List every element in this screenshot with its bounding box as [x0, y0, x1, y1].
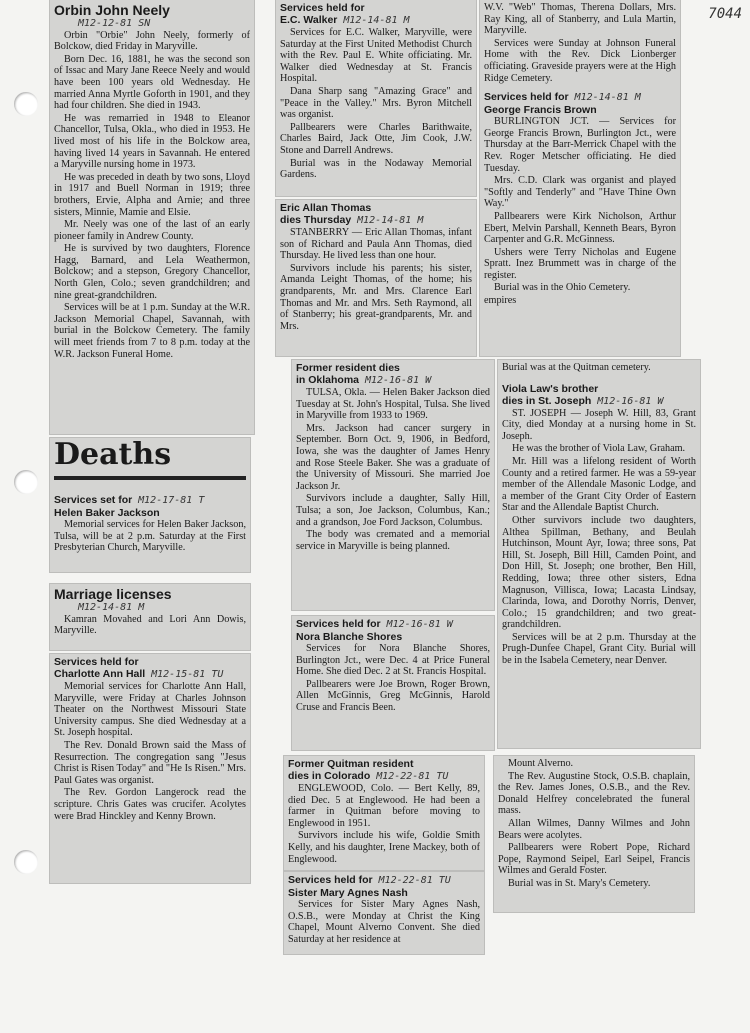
clipping-body	[54, 614, 246, 637]
paragraph: Services will be at 2 p.m. Thursday at the Prugh-Dunfee Chapel, Grant City. Burial will be in the Isabela Cemetery, near Denver.	[502, 631, 696, 667]
paragraph: Memorial services for Charlotte Ann Hall, Maryville, were Friday at Charles Johnson Theater on the Northwest Missouri State University campus. She died Wednesday at a St. Joseph hospital.	[54, 681, 246, 739]
paragraph: Orbin "Orbie" John Neely, formerly of Bolckow, died Friday in Maryville.	[54, 29, 250, 53]
paragraph: Pallbearers were Kirk Nicholson, Arthur Ebert, Melvin Parshall, Kenneth Bears, Byron Carpenter and G.R. McGinness.	[484, 210, 676, 246]
clipping-body	[288, 899, 480, 945]
clipping-title	[54, 2, 250, 18]
headline-line: in Oklahoma	[296, 374, 360, 386]
paragraph: Pallbearers were Charles Barithwaite, Charles Baird, Jack Otte, Jim Cook, J.W. Stone and Darrell Andrews.	[280, 121, 472, 156]
paragraph: ENGLEWOOD, Colo. — Bert Kelly, 89, died Dec. 5 at Englewood. He had been a farmer in Quitman before moving to Englewood in 1951.	[288, 783, 480, 829]
paragraph: He is survived by two daughters, Florence Hagg, Barnard, and Lela Weathermon, Bolckow; and a stepson, Gregory Chancellor, North Glen, Colo.; seven grandchildren; and nine great-grandchildren.	[54, 243, 250, 301]
headline-line: George Francis Brown	[484, 104, 597, 117]
clipping-body	[54, 681, 246, 822]
handwritten-date: M12-14-81 M	[78, 602, 145, 613]
binder-hole	[14, 92, 38, 116]
clipping-thomas	[276, 200, 476, 356]
clipping-body	[280, 227, 472, 332]
headline-line: Services held for	[54, 656, 139, 668]
clipping-body	[54, 30, 250, 361]
headline-line: E.C. Walker	[280, 14, 338, 26]
clipping-headline	[296, 618, 490, 643]
handwritten-date: M12-22-81 TU	[378, 875, 451, 886]
paragraph: ST. JOSEPH — Joseph W. Hill, 83, Grant City, died Monday at a nursing home in St. Joseph.	[502, 407, 696, 442]
handwritten-date: M12-14-81 M	[357, 215, 424, 226]
clipping-body	[502, 408, 696, 667]
paragraph: Mrs. Jackson had cancer surgery in September. Born Oct. 9, 1906, in Bedford, Iowa, she was the daughter of James Henry and Rose Steele Baker. She was a graduate of the University of Missouri. She married Joe Jackson Jr.	[296, 422, 490, 492]
headline-line: dies in Colorado	[288, 770, 371, 782]
clipping-shores	[292, 616, 494, 750]
paragraph: The body was cremated and a memorial service in Maryville is being planned.	[296, 529, 490, 552]
handwritten-date: M12-16-81 W	[364, 375, 432, 386]
section-title: Marriage licenses	[54, 586, 172, 602]
paragraph: Pallbearers were Joe Brown, Roger Brown, Allen McGinnis, Greg McGinnis, Harold Cruse and Francis Been.	[296, 678, 490, 713]
clipping-brown	[480, 0, 680, 356]
clipping-headline	[54, 656, 246, 681]
page-number: 7044	[708, 6, 742, 22]
paragraph: Services will be at 1 p.m. Sunday at the W.R. Jackson Memorial Chapel, Savannah, with burial in the Bolckow Cemetery. The family will meet friends from 7 to 8 p.m. today at the W.R. Jackson Funeral Home.	[54, 302, 250, 360]
paragraph: Other survivors include two daughters, Althea Spillman, Bethany, and Beulah Hutchinson, Mount Ayr, Iowa; three sons, Pat Hill, St. Joseph, Bill Hill, Camden Point, and Don Hill, St. Joseph; one brother, Ben Hill, Redding, Iowa; three other sisters, Edna Magnuson, Villisca, Iowa; Lacasta Lindsay, Clarinda, Iowa, and Dorothy Norris, Denver, Colo.; 15 grandchildren; and two great-grandchildren.	[502, 514, 696, 631]
continued-text: W.V. "Web" Thomas, Therena Dollars, Mrs. Ray King, all of Stanberry, and Lula Martin, Maryville.	[484, 2, 676, 37]
paragraph: Survivors include a daughter, Sally Hill, Tulsa; a son, Joe Jackson, Columbus, Kan.; and a grandson, Joe Ford Jackson, Columbus.	[296, 493, 490, 528]
handwritten-date: M12-16-81 W	[386, 619, 453, 630]
clipping-body	[54, 519, 246, 554]
handwritten-date: M12-17-81 T	[138, 495, 205, 506]
clipping-headline	[288, 874, 480, 899]
headline-line: Services set for	[54, 494, 133, 506]
headline-line: Charlotte Ann Hall	[54, 668, 146, 680]
paragraph: He was the brother of Viola Law, Graham.	[512, 443, 686, 455]
clipping-body	[484, 38, 676, 84]
handwritten-date: M12-15-81 TU	[151, 669, 224, 680]
clipping-hill	[498, 360, 700, 748]
divider	[54, 476, 246, 480]
paragraph: Services were Sunday at Johnson Funeral Home with the Rev. Dick Lionberger officiating. Graveside prayers were at the High Ridge Cemetery.	[484, 37, 676, 84]
clipping-hall	[50, 654, 250, 883]
continued-text: empires	[484, 295, 517, 307]
paragraph: Mrs. C.D. Clark was organist and played "Softly and Tenderly" and "Have Thine Own Way."	[484, 175, 676, 210]
binder-hole	[14, 470, 38, 494]
paragraph: STANBERRY — Eric Allan Thomas, infant son of Richard and Paula Ann Thomas, died Thursday. He lived less than one hour.	[280, 227, 472, 262]
paragraph: Pallbearers were Robert Pope, Richard Pope, Raymond Seipel, Earl Seipel, Francis Wilmes and Gerald Foster.	[498, 842, 690, 877]
paragraph: Services for Nora Blanche Shores, Burlington Jct., were Dec. 4 at Price Funeral Home. She died Dec. 2 at St. Francis Hospital.	[296, 643, 490, 678]
headline-line: Former Quitman resident	[288, 758, 414, 770]
clipping-body	[484, 116, 676, 294]
clipping-headline	[502, 383, 696, 408]
paragraph: Burial was in St. Mary's Cemetery.	[508, 877, 651, 889]
headline-line: Services held for	[484, 91, 569, 104]
clipping-headline	[280, 2, 472, 27]
paragraph: Kamran Movahed and Lori Ann Dowis, Maryville.	[54, 613, 246, 637]
headline-line: Services held for	[280, 2, 365, 14]
clipping-body	[296, 387, 490, 552]
headline: Orbin John Neely	[54, 2, 170, 18]
handwritten-date: M12-12-81 SN	[78, 18, 151, 29]
paragraph: Burial was in the Nodaway Memorial Gardens.	[280, 157, 472, 181]
paragraph: Services for Sister Mary Agnes Nash, O.S.B., were Monday at Christ the King Chapel, Mount Alverno Convent. She died Saturday at her residence at	[288, 899, 480, 945]
paragraph: Memorial services for Helen Baker Jackson, Tulsa, will be at 2 p.m. Saturday at the First Presbyterian Church, Maryville.	[54, 519, 246, 554]
paragraph: He was preceded in death by two sons, Lloyd in 1917 and Buell Norman in 1919; three brothers, Ervie, Alpha and Arnie; and three sisters, Minnie, Mamie and Elsie.	[54, 171, 250, 218]
clipping-marriage	[50, 584, 250, 650]
clipping-headline	[296, 362, 490, 387]
clipping-body	[288, 783, 480, 865]
clipping-headline	[280, 202, 472, 227]
clipping-neely	[50, 0, 254, 434]
paragraph: The Rev. Augustine Stock, O.S.B. chaplain, the Rev. James Jones, O.S.B., and the Rev. Donald Helfrey concelebrated the funeral mass.	[498, 770, 690, 817]
headline-line: Services held for	[288, 874, 373, 886]
clipping-headline	[54, 494, 246, 519]
paragraph: Dana Sharp sang "Amazing Grace" and "Peace in the Valley." Mrs. Byron Mitchell was organist.	[280, 85, 472, 121]
clipping-body	[280, 27, 472, 181]
paragraph: The Rev. Donald Brown said the Mass of Resurrection. The congregation sang "Jesus Christ is Risen Today" and "He Is Risen." Mrs. Paul Gates was organist.	[54, 739, 246, 786]
paragraph: Mr. Neely was one of the last of an early pioneer family in Andrew County.	[54, 219, 250, 242]
paragraph: Burial was in the Ohio Cemetery.	[494, 282, 631, 294]
headline-line: Eric Allan Thomas	[280, 202, 372, 214]
paragraph: Survivors include his parents; his sister, Amanda Leight Thomas, of the home; his grandparents, Mr. and Mrs. Clarence Earl Thomas and Mr. and Mrs. Seth Raymond, all of Stanberry; his great-grandparents, Mr. and Mrs.	[280, 262, 472, 332]
binder-hole	[14, 850, 38, 874]
paragraph: Born Dec. 16, 1881, he was the second son of Issac and Mary Jane Reece Neely and would have been 100 years old Wednesday. He married Anna Myrtle Goforth in 1901, and they had four children. She died in 1943.	[54, 53, 250, 112]
paragraph: Ushers were Terry Nicholas and Eugene Spratt. Inez Brummett was in charge of the register.	[484, 246, 676, 281]
paragraph: He was remarried in 1948 to Eleanor Chancellor, Tulsa, Okla., who died in 1953. He lived most of his life in the Bolckow area, having lived 14 years in Savannah. He entered a Maryville nursing home in 1973.	[54, 112, 250, 171]
handwritten-date: M12-22-81 TU	[376, 771, 449, 782]
section-title: Deaths	[54, 438, 172, 472]
headline-line: Services held for	[296, 618, 381, 630]
clipping-nash	[284, 872, 484, 954]
paragraph: Allan Wilmes, Danny Wilmes and John Bears were acolytes.	[498, 817, 690, 841]
clipping-nash-continued	[494, 756, 694, 912]
headline-line: Nora Blanche Shores	[296, 631, 403, 643]
paragraph: Services for E.C. Walker, Maryville, were Saturday at the First United Methodist Church with the Rev. Paul E. White officiating. Mr. Walker died Wednesday at St. Francis Hospital.	[280, 27, 472, 85]
paragraph: BURLINGTON JCT. — Services for George Francis Brown, Burlington Jct., were Thursday at the Barr-Merrick Chapel with the Rev. Roger Metscher officiating. He died Tuesday.	[484, 116, 676, 174]
handwritten-date: M12-14-81 M	[343, 15, 410, 26]
clipping-body	[296, 643, 490, 714]
clipping-headline	[288, 758, 480, 783]
paragraph: TULSA, Okla. — Helen Baker Jackson died Tuesday at St. John's Hospital, Tulsa. She lived in Maryville from 1933 to 1969.	[296, 387, 490, 422]
paragraph: Survivors include his wife, Goldie Smith Kelly, and his daughter, Irene Mackey, both of Englewood.	[288, 830, 480, 865]
paragraph: Mount Alverno.	[508, 758, 574, 769]
clipping-deaths-header	[50, 438, 250, 572]
clipping-body	[498, 758, 690, 890]
paragraph: Mr. Hill was a lifelong resident of Worth County and a retired farmer. He was a 59-year member of the Allendale Masonic Lodge, and a member of the Grant City Order of Eastern Star and the Allendale Baptist Church.	[502, 455, 696, 514]
handwritten-date: M12-14-81 M	[574, 92, 641, 104]
continued-text: Burial was at the Quitman cemetery.	[502, 362, 651, 373]
paragraph: The Rev. Gordon Langerock read the scripture. Chris Gates was crucifer. Acolytes were Brad Hinckley and Kenny Brown.	[54, 787, 246, 822]
headline-line: Viola Law's brother	[502, 382, 599, 395]
handwritten-date: M12-16-81 W	[597, 395, 664, 407]
clipping-walker	[276, 0, 476, 196]
headline-line: dies in St. Joseph	[502, 394, 592, 407]
clipping-headline	[484, 91, 676, 116]
clipping-jackson	[292, 360, 494, 610]
clipping-kelly	[284, 756, 484, 870]
headline-line: dies Thursday	[280, 214, 352, 226]
headline-line: Sister Mary Agnes Nash	[288, 887, 408, 899]
headline-line: Helen Baker Jackson	[54, 507, 160, 519]
headline-line: Former resident dies	[296, 362, 400, 374]
